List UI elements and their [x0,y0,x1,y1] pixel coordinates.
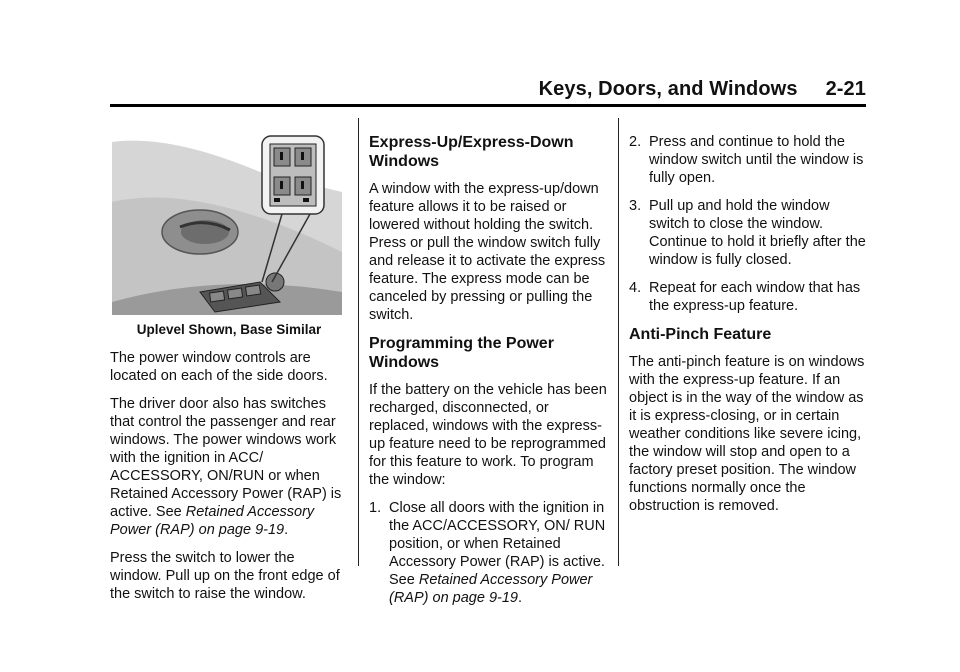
header-rule [110,104,866,107]
section-heading: Programming the Power Windows [369,335,554,371]
figure-caption: Uplevel Shown, Base Similar [136,322,322,337]
door-switch-illustration [110,132,342,315]
list-item: 1. Close all doors with the ignition in the ACC/ACCESSORY, ON/ RUN position, or when Retained Accessory Power (RAP) is active. See Retained Accessory Power (RAP) on page 9-19. [369,500,606,606]
list-item: 4. Repeat for each window that has the express-up feature. [629,280,861,314]
page-header [539,78,866,101]
paragraph: The driver door also has switches that control the passenger and rear windows. The power windows work with the ignition in ACC/ ACCESSORY, ON/RUN or when Retained Accessory Power (RAP) is active. See Retained Accessory Power (RAP) on page 9-19. [110,396,342,538]
paragraph: Press the switch to lower the window. Pull up on the front edge of the switch to raise the window. [110,550,340,602]
cross-reference-link[interactable]: Retained Accessory Power (RAP) on page 9-19 [389,572,593,606]
section-heading: Express-Up/Express-Down Windows [369,134,574,170]
paragraph: The power window controls are located on each of the side doors. [110,350,328,384]
page-number: 2-21 [825,78,866,100]
cross-reference-link[interactable]: Retained Accessory Power (RAP) on page 9-19 [110,504,315,538]
steps-list [629,133,869,315]
steps-list [369,499,607,607]
list-item: 2. Press and continue to hold the window switch until the window is fully open. [629,134,864,186]
section-title: Keys, Doors, and Windows [538,78,798,100]
column-divider [618,118,619,566]
paragraph: If the battery on the vehicle has been recharged, disconnected, or replaced, windows with the express-up feature need to be reprogrammed for this feature to work. To program the window: [369,382,607,488]
column-2 [369,133,607,617]
paragraph: The anti-pinch feature is on windows with the express-up feature. If an object is in the way of the window as it is express-closing, or in certain weather conditions like severe icing, the window will stop and open to a factory preset position. The window functions normally once the obstruction is removed. [629,354,865,514]
section-heading: Anti-Pinch Feature [629,326,772,343]
column-1 [110,132,348,613]
list-item: 3. Pull up and hold the window switch to close the window. Continue to hold it briefly after the window is fully closed. [629,198,866,268]
column-3 [629,133,869,525]
column-divider [358,118,359,566]
paragraph: A window with the express-up/down feature allows it to be raised or lowered without holding the switch. Press or pull the window switch fully and release it to activate the express feature. The express mode can be canceled by pressing or pulling the switch. [369,181,606,323]
